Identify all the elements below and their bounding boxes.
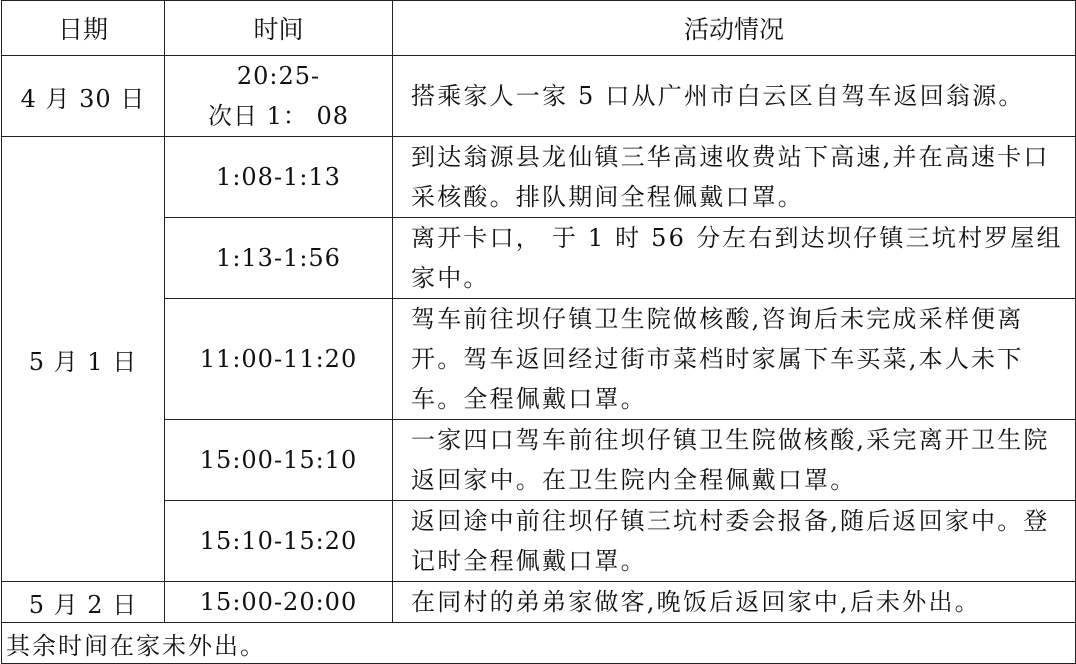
time-end: 次日 1： 08 <box>207 102 350 130</box>
header-time: 时间 <box>165 1 393 56</box>
activity-cell: 离开卡口， 于 1 时 56 分左右到达坝仔镇三坑村罗屋组家中。 <box>393 218 1076 299</box>
activity-cell: 驾车前往坝仔镇卫生院做核酸,咨询后未完成采样便离开。驾车返回经过街市菜档时家属下车买菜,本人未下车。全程佩戴口罩。 <box>393 299 1076 420</box>
header-date: 日期 <box>2 1 165 56</box>
time-cell: 11:00-11:20 <box>165 299 393 420</box>
time-cell: 15:00-15:10 <box>165 420 393 501</box>
footer-note: 其余时间在家未外出。 <box>2 623 1076 664</box>
time-start: 20:25- <box>236 62 321 90</box>
header-row <box>2 1 1076 56</box>
table-row <box>2 137 1076 218</box>
header-activity: 活动情况 <box>393 1 1076 56</box>
date-cell: 5 月 2 日 <box>2 582 165 623</box>
activity-cell: 返回途中前往坝仔镇三坑村委会报备,随后返回家中。登记时全程佩戴口罩。 <box>393 501 1076 582</box>
date-cell: 4 月 30 日 <box>2 56 165 137</box>
table-row <box>2 56 1076 137</box>
activity-cell: 一家四口驾车前往坝仔镇卫生院做核酸,采完离开卫生院返回家中。在卫生院内全程佩戴口罩。 <box>393 420 1076 501</box>
activity-cell: 在同村的弟弟家做客,晚饭后返回家中,后未外出。 <box>393 582 1076 623</box>
table-row <box>2 582 1076 623</box>
date-cell: 5 月 1 日 <box>2 137 165 582</box>
activity-cell: 到达翁源县龙仙镇三华高速收费站下高速,并在高速卡口采核酸。排队期间全程佩戴口罩。 <box>393 137 1076 218</box>
time-cell: 15:00-20:00 <box>165 582 393 623</box>
activity-cell: 搭乘家人一家 5 口从广州市白云区自驾车返回翁源。 <box>393 56 1076 137</box>
time-cell: 1:13-1:56 <box>165 218 393 299</box>
time-cell: 15:10-15:20 <box>165 501 393 582</box>
time-cell: 1:08-1:13 <box>165 137 393 218</box>
time-cell <box>165 56 393 137</box>
itinerary-table <box>1 0 1076 664</box>
footer-row <box>2 623 1076 664</box>
